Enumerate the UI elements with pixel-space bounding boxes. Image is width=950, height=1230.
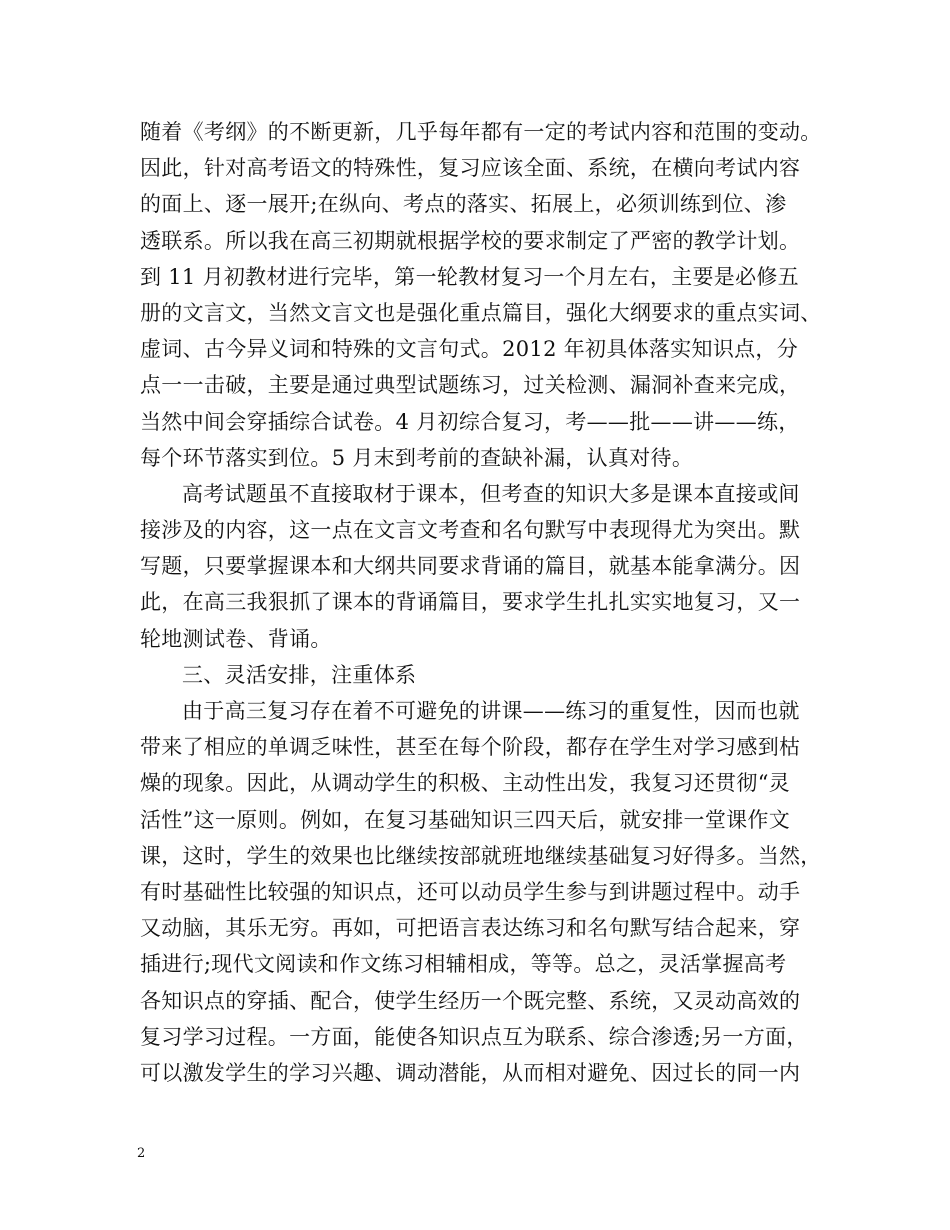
text-line: 复习学习过程。一方面，能使各知识点互为联系、综合渗透;另一方面， xyxy=(140,1024,808,1049)
text-line: 燥的现象。因此，从调动学生的积极、主动性出发，我复习还贯彻“灵 xyxy=(140,771,791,796)
text-line: 因此，针对高考语文的特殊性，复习应该全面、系统，在横向考试内容 xyxy=(140,156,801,181)
paragraph-start-line: 高考试题虽不直接取材于课本，但考查的知识大多是课本直接或间 xyxy=(182,481,800,506)
text-line: 又动脑，其乐无穷。再如，可把语言表达练习和名句默写结合起来，穿 xyxy=(140,916,801,941)
text-line: 透联系。所以我在高三初期就根据学校的要求制定了严密的教学计划。 xyxy=(140,228,801,253)
text-line: 各知识点的穿插、配合，使学生经历一个既完整、系统，又灵动高效的 xyxy=(140,988,801,1013)
text-line: 册的文言文，当然文言文也是强化重点篇目，强化大纲要求的重点实词、 xyxy=(140,300,822,325)
paragraph-start-line: 由于高三复习存在着不可避免的讲课——练习的重复性，因而也就 xyxy=(182,699,800,723)
section-heading: 三、灵活安排，注重体系 xyxy=(182,662,417,687)
text-line: 到 11 月初教材进行完毕，第一轮教材复习一个月左右，主要是必修五 xyxy=(140,264,799,289)
text-line: 课，这时，学生的效果也比继续按部就班地继续基础复习好得多。当然， xyxy=(140,843,822,868)
page-number: 2 xyxy=(137,1146,146,1161)
text-line: 虚词、古今异义词和特殊的文言句式。2012 年初具体落实知识点，分 xyxy=(140,337,799,362)
text-line: 可以激发学生的学习兴趣、调动潜能，从而相对避免、因过长的同一内 xyxy=(140,1060,801,1085)
text-line: 活性”这一原则。例如，在复习基础知识三四天后，就安排一堂课作文 xyxy=(140,807,791,832)
text-line: 写题，只要掌握课本和大纲共同要求背诵的篇目，就基本能拿满分。因 xyxy=(140,554,801,579)
text-line: 的面上、逐一展开;在纵向、考点的落实、拓展上，必须训练到位、渗 xyxy=(140,192,787,217)
text-line: 此，在高三我狠抓了课本的背诵篇目，要求学生扎扎实实地复习，又一 xyxy=(140,590,801,615)
text-line: 有时基础性比较强的知识点，还可以动员学生参与到讲题过程中。动手 xyxy=(140,879,801,904)
text-line: 每个环节落实到位。5 月末到考前的查缺补漏，认真对待。 xyxy=(140,445,694,470)
text-line: 接涉及的内容，这一点在文言文考查和名句默写中表现得尤为突出。默 xyxy=(140,518,801,543)
text-line: 点一一击破，主要是通过典型试题练习，过关检测、漏洞补查来完成， xyxy=(140,373,801,398)
text-line: 当然中间会穿插综合试卷。4 月初综合复习，考——批——讲——练， xyxy=(140,409,800,434)
text-line: 插进行;现代文阅读和作文练习相辅相成，等等。总之，灵活掌握高考 xyxy=(140,952,787,977)
text-line: 随着《考纲》的不断更新，几乎每年都有一定的考试内容和范围的变动。 xyxy=(140,120,822,144)
text-line: 带来了相应的单调乏味性，甚至在每个阶段，都存在学生对学习感到枯 xyxy=(140,735,801,760)
body-text xyxy=(140,114,840,1091)
text-line: 轮地测试卷、背诵。 xyxy=(140,626,332,651)
